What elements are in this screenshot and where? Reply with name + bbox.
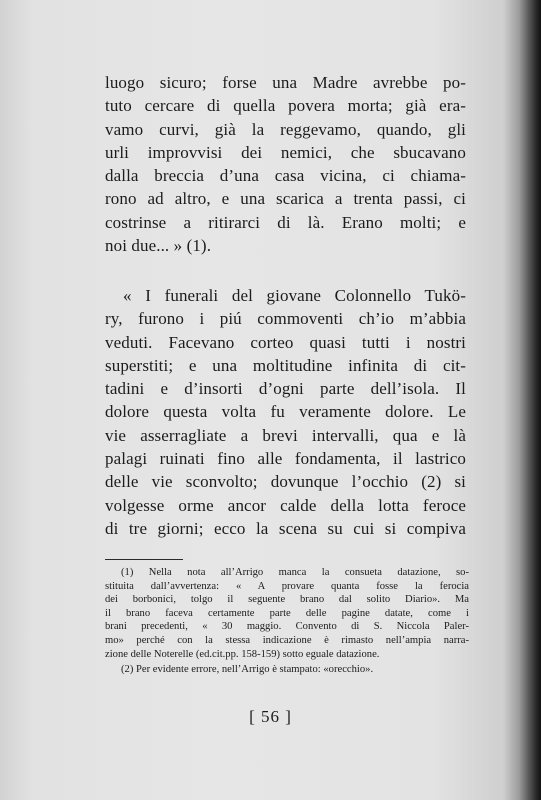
- text-line: superstiti; e una moltitudine infinita di cit-: [105, 355, 466, 375]
- footnote-line: stituita dall’avvertenza: « A provare quanta fosse la ferocia: [105, 580, 469, 592]
- text-line: vie asserragliate a brevi intervalli, qua e là: [105, 425, 466, 445]
- footnotes: [105, 566, 469, 677]
- footnote-1: [105, 566, 469, 661]
- footnote-line: dei borbonici, tolgo il seguente brano dal solito Diario». Ma: [105, 594, 469, 606]
- text-line: dolore questa volta fu veramente dolore. Le: [105, 402, 466, 422]
- footnote-line: brani precedenti, « 30 maggio. Convento di S. Niccola Paler-: [105, 621, 469, 633]
- footnote-divider: [105, 559, 183, 560]
- text-line: tadini e d’insorti d’ogni parte dell’isola. Il: [105, 379, 466, 399]
- text-line: luogo sicuro; forse una Madre avrebbe po-: [105, 73, 466, 92]
- paragraph-2: [105, 284, 466, 540]
- text-line: di tre giorni; ecco la scena su cui si compiva: [105, 518, 466, 538]
- text-line: veduti. Facevano corteo quasi tutti i nostri: [105, 332, 466, 352]
- footnote-line: mo» perché con la stessa indicazione è rimasto nell’ampia narra-: [105, 634, 469, 646]
- text-line: noi due... » (1).: [105, 236, 212, 256]
- page-number: [ 56 ]: [249, 707, 292, 726]
- text-line: tuto cercare di quella povera morta; già era-: [105, 96, 466, 116]
- text-line: delle vie sconvolto; dovunque l’occhio (2) si: [105, 472, 466, 492]
- footnote-line: (2) Per evidente errore, nell’Arrigo è stampato: «orecchio».: [121, 664, 374, 676]
- text-line: costrinse a ritirarci di là. Erano molti; e: [105, 212, 466, 232]
- text-line: ry, furono i piú commoventi ch’io m’abbia: [105, 309, 466, 329]
- footnote-line: il brano faceva certamente parte delle pagine datate, come i: [105, 607, 469, 619]
- text-line: dalla breccia d’una casa vicina, ci chiama-: [105, 166, 466, 186]
- text-line: « I funerali del giovane Colonnello Tukö-: [123, 286, 466, 305]
- text-line: vamo curvi, già la reggevamo, quando, gli: [105, 119, 466, 139]
- footnote-2: [105, 663, 469, 677]
- text-line: palagi ruinati fino alle fondamenta, il lastrico: [105, 449, 466, 469]
- text-line: rono ad altro, e una scarica a trenta passi, ci: [105, 189, 466, 209]
- footnote-line: zione delle Noterelle (ed.cit.pp. 158-159) sotto eguale datazione.: [105, 648, 380, 660]
- footnote-line: (1) Nella nota all’Arrigo manca la consueta datazione, so-: [121, 567, 469, 578]
- paragraph-1: [105, 71, 466, 257]
- book-spine-shadow: [519, 0, 541, 800]
- text-line: urli improvvisi dei nemici, che sbucavano: [105, 142, 466, 162]
- text-line: volgesse orme ancor calde della lotta feroce: [105, 495, 466, 515]
